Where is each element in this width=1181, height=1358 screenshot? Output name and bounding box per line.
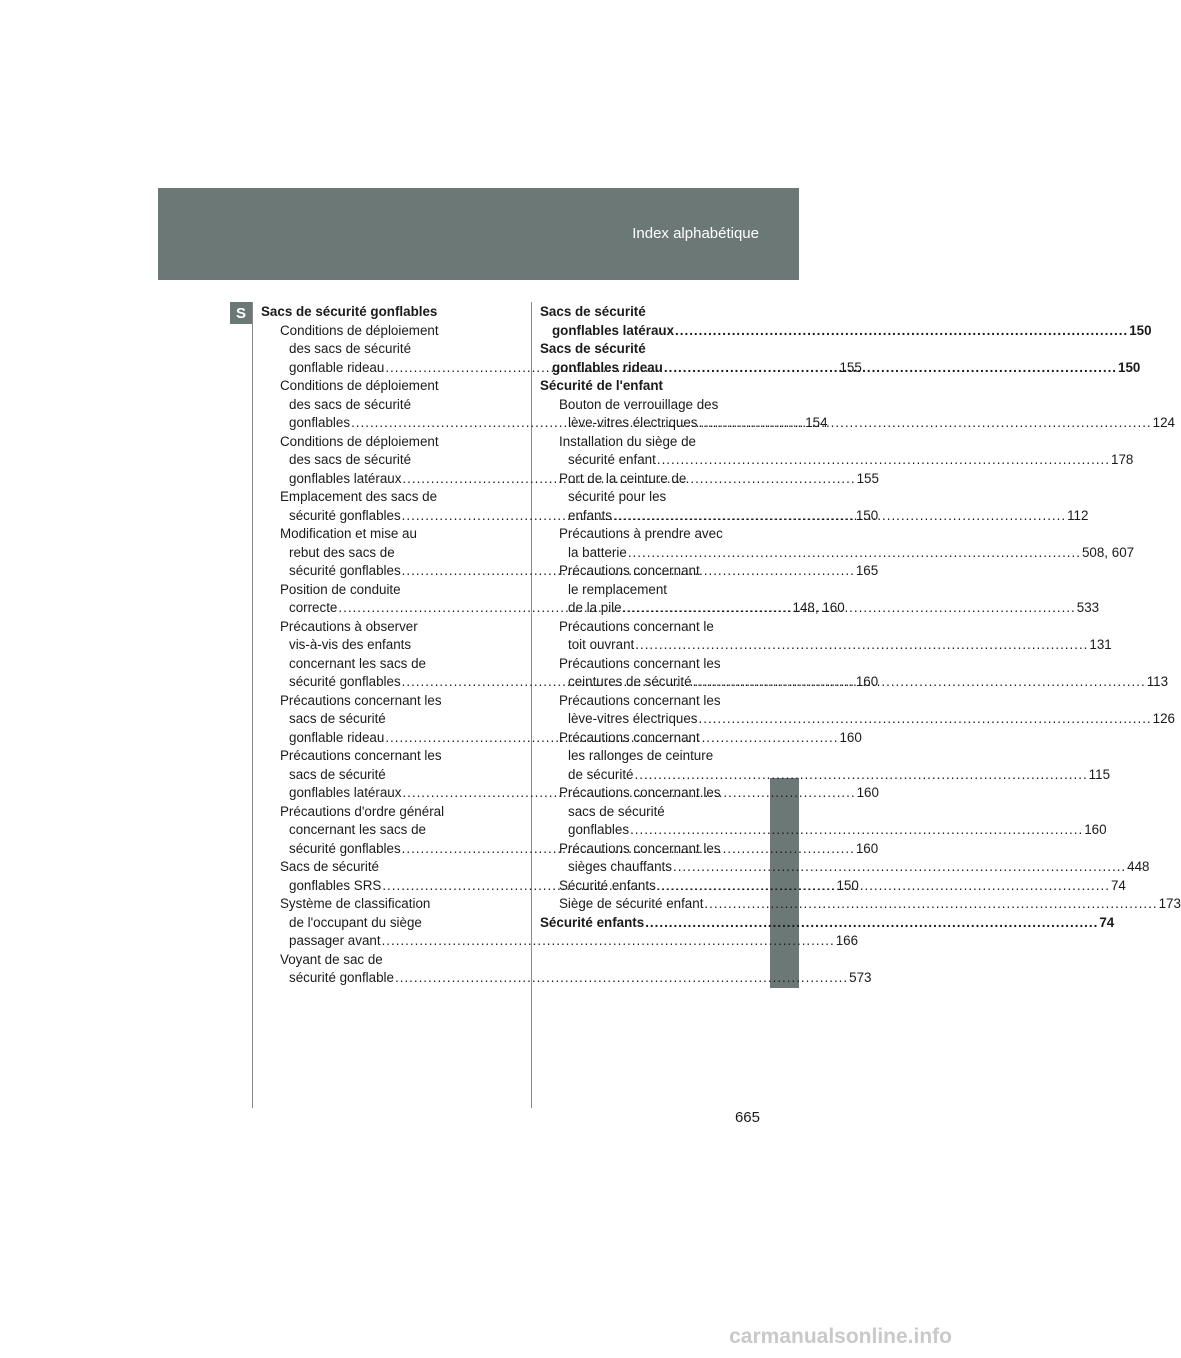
index-entry-text: de l'occupant du siège bbox=[289, 914, 422, 930]
index-page-ref: 150 bbox=[836, 877, 859, 893]
index-entry-text: de la pile bbox=[568, 600, 622, 615]
index-sub-entry bbox=[540, 692, 1175, 729]
index-entry-line bbox=[540, 858, 1150, 877]
index-entry-text: passager avant bbox=[289, 933, 381, 948]
index-heading-entry bbox=[540, 303, 1152, 340]
index-entry-text: Sécurité enfants bbox=[559, 877, 656, 893]
index-entry-line bbox=[540, 895, 1181, 914]
index-page-ref: 113 bbox=[1146, 674, 1169, 689]
index-entry-text: les rallonges de ceinture bbox=[568, 748, 714, 763]
index-page-ref: 150 bbox=[855, 507, 879, 523]
index-entry-text: Précautions d'ordre général bbox=[280, 803, 445, 819]
dot-leader bbox=[382, 933, 835, 948]
index-page-ref: 173 bbox=[1158, 896, 1181, 911]
index-page-ref: 155 bbox=[856, 470, 879, 486]
index-entry-text: Système de classification bbox=[280, 896, 431, 911]
index-entry-text: Sécurité enfants bbox=[540, 914, 645, 930]
dot-leader bbox=[675, 323, 1128, 338]
index-page-ref: 124 bbox=[1152, 415, 1175, 430]
index-entry-text: Installation du siège de bbox=[559, 433, 696, 449]
index-entry-text: de sécurité bbox=[568, 766, 634, 782]
watermark: carmanualsonline.info bbox=[729, 1325, 952, 1348]
index-entry-text: toit ouvrant bbox=[568, 637, 635, 652]
index-entry-text: Conditions de déploiement bbox=[280, 433, 439, 449]
index-entry-text: Précautions concernant bbox=[559, 563, 700, 578]
page-number: 665 bbox=[734, 1109, 760, 1126]
index-entry-text: Sacs de sécurité bbox=[280, 859, 379, 874]
index-entry-text: gonflables SRS bbox=[289, 877, 382, 893]
index-entry-line bbox=[261, 932, 859, 951]
index-page-ref: 160 bbox=[839, 729, 862, 745]
index-entry-line bbox=[540, 544, 1135, 563]
index-entry-text: lève-vitres électriques bbox=[568, 711, 698, 726]
index-entry-text: sacs de sécurité bbox=[289, 766, 386, 782]
index-page-ref: 148, 160 bbox=[792, 600, 845, 615]
dot-leader bbox=[613, 508, 1066, 523]
index-entry-line bbox=[540, 766, 1111, 785]
index-entry-text: sièges chauffants bbox=[568, 859, 672, 874]
dot-leader bbox=[635, 767, 1088, 782]
index-page-ref: 126 bbox=[1152, 711, 1175, 726]
index-entry-line bbox=[540, 451, 1134, 470]
index-entry-text: gonflable rideau bbox=[289, 359, 385, 375]
index-sub-entry bbox=[540, 784, 1107, 840]
index-entry-text: Modification et mise au bbox=[280, 526, 417, 541]
column-divider-left bbox=[252, 302, 253, 1108]
index-entry-line bbox=[540, 821, 1107, 840]
index-heading-entry bbox=[261, 303, 481, 322]
index-entry-text: enfants bbox=[568, 507, 612, 523]
index-entry-text: gonflables bbox=[568, 822, 630, 837]
index-entry-line bbox=[540, 914, 1115, 933]
index-entry-text: lève-vitres électriques bbox=[568, 415, 698, 430]
index-entry-text: Précautions à observer bbox=[280, 618, 418, 634]
dot-leader bbox=[704, 896, 1157, 911]
index-entry-text: Précautions concernant le bbox=[559, 618, 714, 634]
index-page-ref: 150 bbox=[1129, 322, 1152, 338]
header-band bbox=[158, 188, 799, 280]
index-page-ref: 165 bbox=[855, 563, 879, 578]
section-letter-tab: S bbox=[230, 302, 252, 324]
index-page-ref: 154 bbox=[805, 415, 828, 430]
index-entry-text: Sacs de sécurité gonflables bbox=[261, 304, 438, 319]
index-entry-text: Position de conduite bbox=[280, 581, 401, 597]
index-entry-text: Sacs de sécurité bbox=[540, 341, 646, 356]
index-entry-text: Précautions concernant les bbox=[280, 748, 442, 763]
index-page-ref: 150 bbox=[1118, 359, 1141, 375]
index-entry-text: gonflables rideau bbox=[552, 359, 663, 375]
index-entry-text: ceintures de sécurité bbox=[568, 674, 692, 689]
dot-leader bbox=[673, 859, 1126, 874]
dot-leader bbox=[623, 600, 1076, 615]
index-entry-line bbox=[540, 322, 1152, 341]
index-entry-text: concernant les sacs de bbox=[289, 822, 426, 837]
index-entry-text: Précautions concernant les bbox=[559, 785, 721, 800]
dot-leader bbox=[628, 545, 1081, 560]
index-entry-text: sécurité gonflables bbox=[289, 563, 401, 578]
index-entry-line bbox=[261, 969, 872, 988]
index-entry-text: vis-à-vis des enfants bbox=[289, 637, 412, 652]
index-sub-entry bbox=[261, 951, 872, 988]
index-entry-text: des sacs de sécurité bbox=[289, 452, 412, 467]
dot-leader bbox=[630, 822, 1083, 837]
index-entry-text: Précautions à prendre avec bbox=[559, 526, 723, 541]
dot-leader bbox=[657, 878, 1110, 893]
index-entry-text: des sacs de sécurité bbox=[289, 396, 412, 412]
index-entry-text: Précautions concernant bbox=[559, 729, 700, 745]
index-sub-entry bbox=[540, 895, 1181, 914]
index-page-ref: 508, 607 bbox=[1081, 544, 1135, 560]
index-page-ref: 448 bbox=[1127, 859, 1150, 874]
index-entry-text: gonflables latéraux bbox=[289, 785, 402, 800]
index-entry-text: concernant les sacs de bbox=[289, 655, 426, 671]
index-page-ref: 160 bbox=[1084, 822, 1107, 837]
index-page-ref: 533 bbox=[1076, 600, 1100, 615]
index-entry-text: Sacs de sécurité bbox=[540, 304, 646, 319]
index-entry-text: sécurité gonflable bbox=[289, 970, 394, 985]
index-page-ref: 112 bbox=[1067, 507, 1089, 523]
index-entry-text: gonflables latéraux bbox=[289, 470, 402, 486]
dot-leader bbox=[645, 915, 1098, 930]
dot-leader bbox=[635, 637, 1088, 652]
index-entry-text: sacs de sécurité bbox=[289, 711, 386, 726]
index-entry-text: gonflables latéraux bbox=[552, 322, 675, 338]
index-page-ref: 74 bbox=[1110, 877, 1126, 893]
dot-leader bbox=[395, 970, 848, 985]
index-sub-entry bbox=[540, 433, 1134, 470]
index-entry-text: gonflables bbox=[289, 415, 351, 430]
index-entry-text: sécurité gonflables bbox=[289, 674, 401, 689]
index-entry-text: Précautions concernant les bbox=[559, 840, 721, 856]
dot-leader bbox=[699, 415, 1152, 430]
index-entry-text: sécurité enfant bbox=[568, 452, 656, 467]
index-heading-entry bbox=[540, 914, 1115, 933]
index-entry-text: Port de la ceinture de bbox=[559, 470, 687, 486]
index-entry-text: Précautions concernant les bbox=[280, 692, 442, 708]
index-page-ref: 115 bbox=[1088, 766, 1111, 782]
index-entry-text: Emplacement des sacs de bbox=[280, 489, 438, 504]
index-entry-text: Conditions de déploiement bbox=[280, 378, 439, 393]
index-entry-text: Voyant de sac de bbox=[280, 951, 383, 967]
index-entry-text: gonflable rideau bbox=[289, 729, 385, 745]
index-entry-text: Siège de sécurité enfant bbox=[559, 896, 704, 911]
index-entry-text: sacs de sécurité bbox=[568, 803, 665, 819]
index-entry-text: Précautions concernant les bbox=[559, 655, 721, 671]
index-sub-entry bbox=[540, 618, 1112, 655]
index-entry-text: Bouton de verrouillage des bbox=[559, 396, 719, 412]
index-entry-text: la batterie bbox=[568, 544, 627, 560]
index-entry-text: sécurité pour les bbox=[568, 489, 667, 504]
index-page-ref: 131 bbox=[1089, 637, 1112, 652]
dot-leader bbox=[693, 674, 1146, 689]
index-page-ref: 160 bbox=[855, 840, 879, 856]
index-entry-text: correcte bbox=[289, 600, 338, 615]
dot-leader bbox=[657, 452, 1110, 467]
index-page-ref: 74 bbox=[1099, 914, 1115, 930]
index-entry-text: Précautions concernant les bbox=[559, 692, 721, 708]
index-page-ref: 160 bbox=[855, 674, 879, 689]
index-entry-text: des sacs de sécurité bbox=[289, 341, 412, 356]
index-entry-text: rebut des sacs de bbox=[289, 544, 395, 560]
index-heading-entry bbox=[540, 377, 760, 396]
index-page-ref: 160 bbox=[856, 785, 879, 800]
index-entry-text: le remplacement bbox=[568, 581, 667, 597]
index-page-ref: 573 bbox=[849, 970, 872, 985]
index-page-ref: 155 bbox=[839, 359, 862, 375]
index-entry-text: Sécurité de l'enfant bbox=[540, 378, 663, 393]
index-entry-text: Conditions de déploiement bbox=[280, 322, 439, 338]
index-sub-entry bbox=[540, 525, 1135, 562]
index-entry-line bbox=[540, 636, 1112, 655]
dot-leader bbox=[699, 711, 1152, 726]
dot-leader bbox=[664, 360, 1117, 375]
index-entry-line bbox=[540, 710, 1175, 729]
index-entry-text: sécurité gonflables bbox=[289, 507, 401, 523]
index-page-ref: 166 bbox=[835, 933, 859, 948]
header-title: Index alphabétique bbox=[632, 225, 759, 242]
index-entry-text: sécurité gonflables bbox=[289, 840, 401, 856]
index-page-ref: 178 bbox=[1111, 452, 1134, 467]
